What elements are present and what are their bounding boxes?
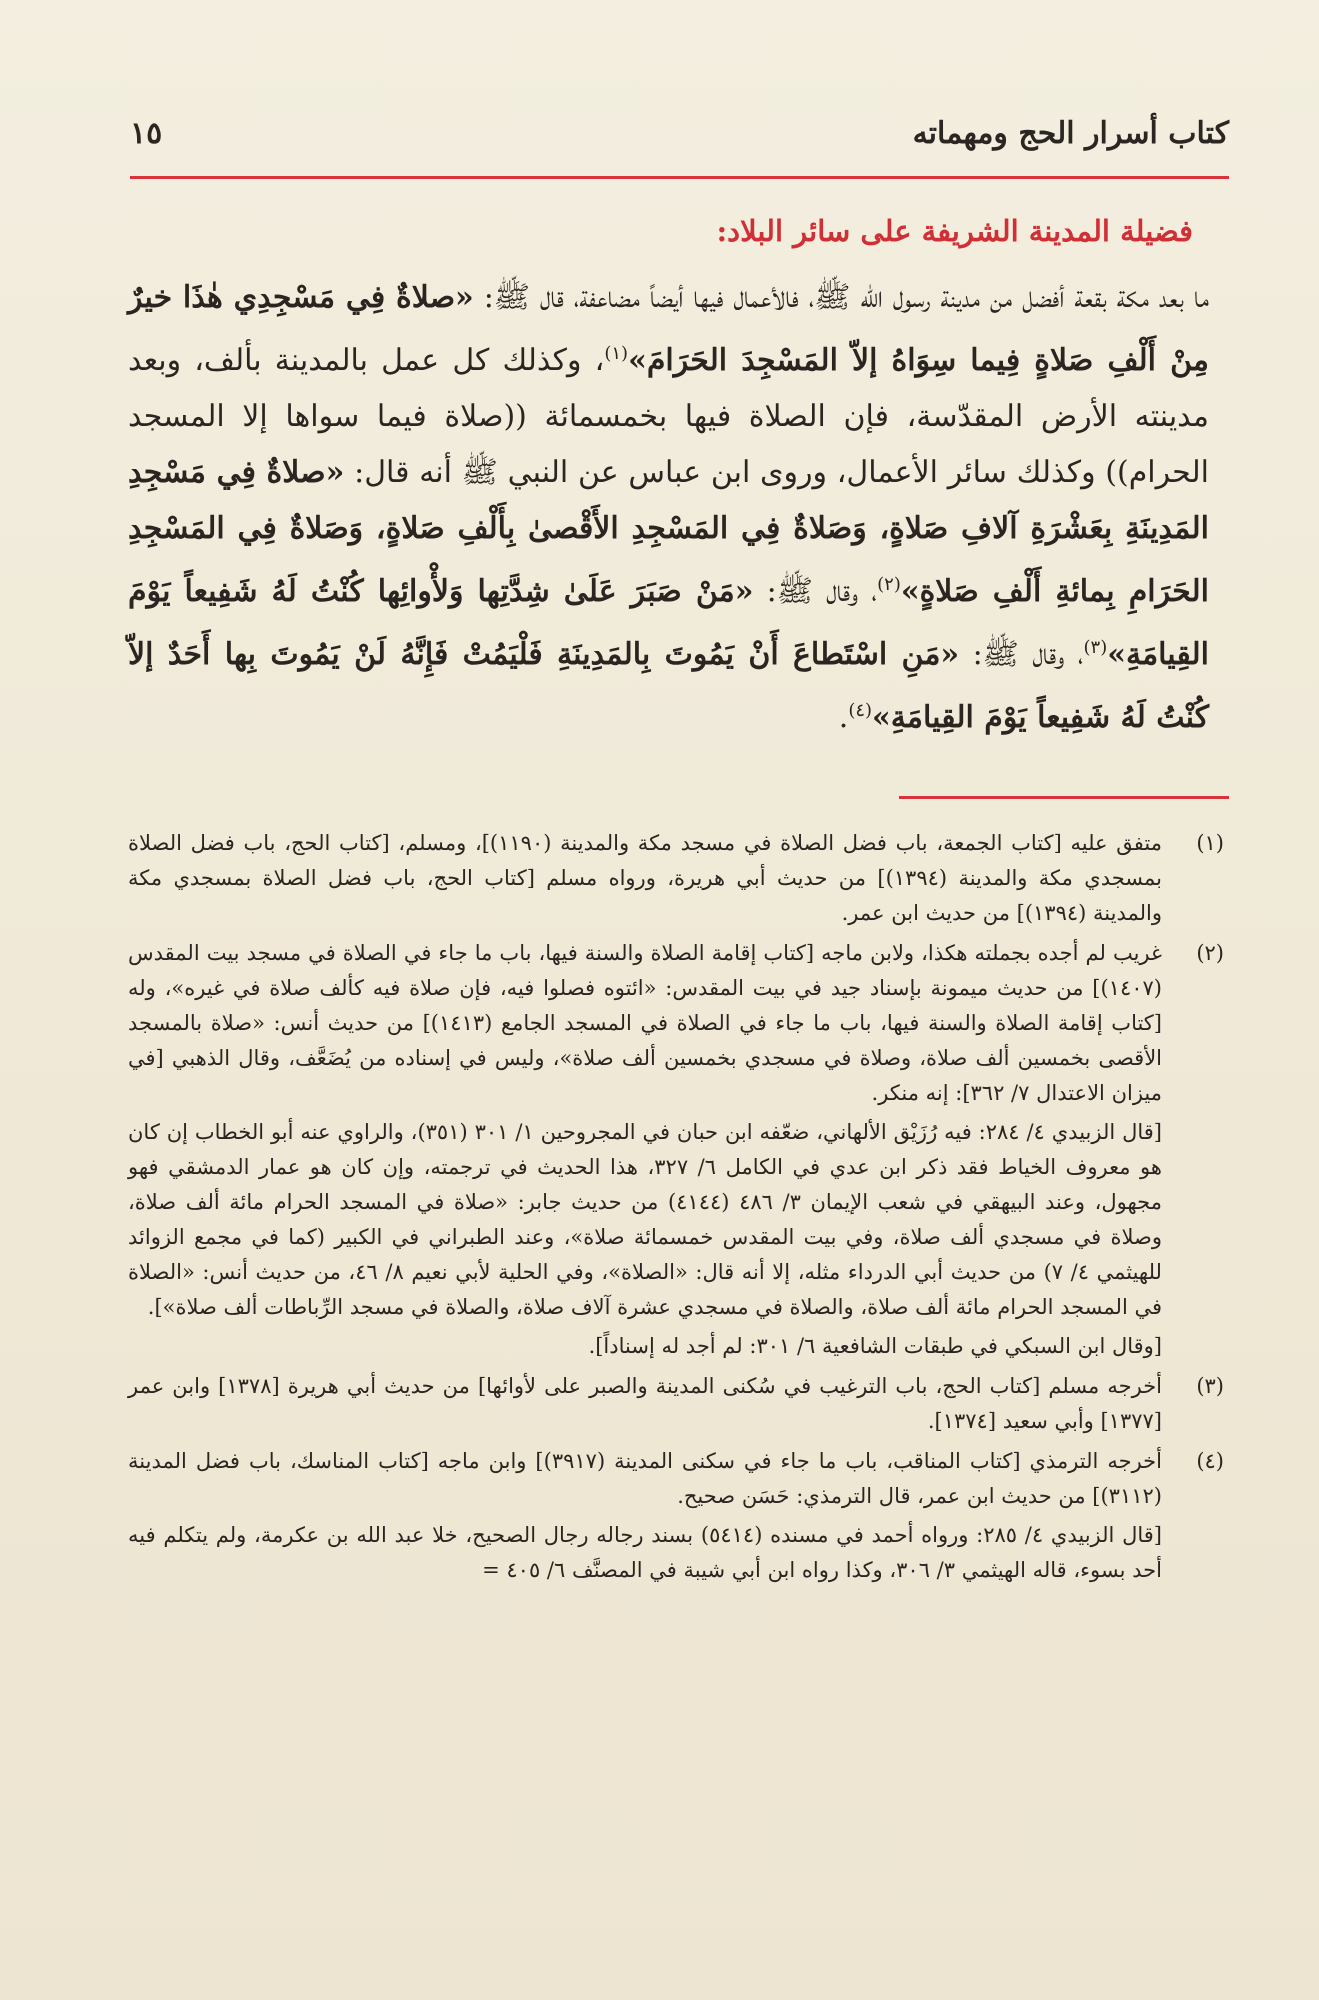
footnote-number: (١) (1196, 831, 1224, 855)
section-heading: فضيلة المدينة الشريفة على سائر البلاد: (716, 214, 1193, 248)
footnote-ref: (٣) (1083, 637, 1108, 658)
page-number: ١٥ (130, 116, 163, 151)
header-divider (130, 176, 1229, 179)
footnote-text: أخرجه مسلم [كتاب الحج، باب الترغيب في سُكنى المدينة والصبر على لأوائها] من حديث أبي هريرة [١٣٧٨] وابن عمر [١٣٧٧] وأبي سعيد [١٣٧٤]. (128, 1374, 1163, 1433)
footnote-commentary: [قال الزبيدي ٤/ ٢٨٤: فيه رُزَيْق الألهاني، ضعّفه ابن حبان في المجروحين ١/ ٣٠١ (٣٥١)، والراوي عنه أبو الخطاب إن كان هو معروف الخياط فقد ذكر ابن عدي في الكامل ٦/ ٣٢٧، هذا الحديث في ترجمته، وإن كان هو عمار الدمشقي فهو مجهول، وعند البيهقي في شعب الإيمان ٣/ ٤٨٦ (٤١٤٤) من حديث جابر: «صلاة في المسجد الحرام مائة ألف صلاة، وصلاة في مسجدي ألف صلاة، وفي بيت المقدس خمسمائة صلاة»، وعند الطبراني في الكبير (كما في مجمع الزوائد للهيثمي ٤/ ٧) من حديث أبي الدرداء مثله، إلا أنه قال: «الصلاة»، وفي الحلية لأبي نعيم ٨/ ٤٦، من حديث أنس: «الصلاة في المسجد الحرام مائة ألف صلاة، والصلاة في مسجدي عشرة آلاف صلاة، والصلاة في مسجد الرِّباطات ألف صلاة»]. (128, 1120, 1162, 1319)
body-segment: ، وقال ﷺ: (959, 637, 1084, 672)
footnote-number: (٤) (1196, 1449, 1224, 1473)
footnote-1 (128, 826, 1224, 931)
footnote-commentary: [وقال ابن السبكي في طبقات الشافعية ٦/ ٣٠١: لم أجد له إسناداً]. (588, 1334, 1162, 1358)
main-text (128, 270, 1209, 746)
footnote-ref: (١) (604, 343, 629, 364)
body-segment: . (838, 700, 849, 735)
footnote-number: (٢) (1196, 941, 1224, 965)
footnote-3 (128, 1369, 1224, 1439)
footnote-divider (899, 796, 1229, 799)
hadith-quote: «صلاةٌ فِي مَسْجِدِ المَدِينَةِ بِعَشْرَةِ آلافِ صَلاةٍ، وَصَلاةٌ فِي المَسْجِدِ الأَقْصىٰ بِأَلْفِ صَلاةٍ، وَصَلاةٌ فِي المَسْجِدِ الحَرَامِ بِمائةِ أَلْفِ صَلاةٍ» (128, 455, 1209, 609)
body-segment: ما بعد مكة بقعة أفضل من مدينة رسول الله ﷺ، فالأعمال فيها أيضاً مضاعفة، قال ﷺ: (473, 280, 1209, 315)
footnote-2 (128, 936, 1224, 1364)
footnote-commentary: [قال الزبيدي ٤/ ٢٨٥: ورواه أحمد في مسنده (٥٤١٤) بسند رجاله رجال الصحيح، خلا عبد الله بن عكرمة، ولم يتكلم فيه أحد بسوء، قاله الهيثمي ٣/ ٣٠٦، وكذا رواه ابن أبي شيبة في المصنَّف ٦/ ٤٠٥ = (128, 1523, 1162, 1582)
book-title: كتاب أسرار الحج ومهماته (912, 116, 1229, 151)
main-paragraph (128, 270, 1209, 746)
hadith-quote: «مَنِ اسْتَطاعَ أَنْ يَمُوتَ بِالمَدِينَةِ فَلْيَمُتْ فَإِنَّهُ لَنْ يَمُوتَ بِها أَحَدٌ إلاّ كُنْتُ لَهُ شَفِيعاً يَوْمَ القِيامَةِ» (128, 637, 1209, 735)
footnote-text: متفق عليه [كتاب الجمعة، باب فضل الصلاة في مسجد مكة والمدينة (١١٩٠)]، ومسلم، [كتاب الحج، باب فضل الصلاة بمسجدي مكة والمدينة (١٣٩٤)] من حديث أبي هريرة، ورواه مسلم [كتاب الحج، باب فضل الصلاة بمسجدي مكة والمدينة (١٣٩٤)] من حديث ابن عمر. (128, 831, 1162, 925)
body-segment: ، وقال ﷺ: (753, 574, 878, 609)
footnote-text: أخرجه الترمذي [كتاب المناقب، باب ما جاء في سكنى المدينة (٣٩١٧)] وابن ماجه [كتاب المناسك، باب فضل المدينة (٣١١٢)] من حديث ابن عمر، قال الترمذي: حَسَن صحيح. (128, 1449, 1162, 1508)
footnote-text: غريب لم أجده بجملته هكذا، ولابن ماجه [كتاب إقامة الصلاة والسنة فيها، باب ما جاء في الصلاة في مسجد بيت المقدس (١٤٠٧)] من حديث ميمونة بإسناد جيد في بيت المقدس: «ائتوه فصلوا فيه، فإن صلاة فيه كألف صلاة في غيره»، وله [كتاب إقامة الصلاة والسنة فيها، باب ما جاء في الصلاة في المسجد الجامع (١٤١٣)] من حديث أنس: «صلاة بالمسجد الأقصى بخمسين ألف صلاة، وصلاة في مسجدي بخمسين ألف صلاة»، وليس في إسناده من يُضَعَّف، وقال الذهبي [في ميزان الاعتدال ٧/ ٣٦٢]: إنه منكر. (128, 941, 1162, 1105)
footnote-ref: (٤) (848, 700, 873, 721)
footnote-ref: (٢) (877, 574, 901, 595)
running-head (130, 116, 1229, 166)
footnote-number: (٣) (1196, 1374, 1224, 1398)
footnotes (128, 826, 1224, 1593)
hadith-quote: «مَنْ صَبَرَ عَلَىٰ شِدَّتِها وَلأْوائِها كُنْتُ لَهُ شَفِيعاً يَوْمَ القِيامَةِ» (128, 574, 1209, 672)
hadith-quote: «صلاةٌ فِي مَسْجِدِي هٰذَا خيرٌ مِنْ أَلْفِ صَلاةٍ فِيما سِوَاهُ إلاّ المَسْجِدَ الحَرَامَ» (128, 280, 1209, 378)
body-segment: ، وكذلك كل عمل بالمدينة بألف، وبعد مدينته الأرض المقدّسة، فإن الصلاة فيها بخمسمائة ((صلاة فيما سواها إلا المسجد الحرام)) وكذلك سائر الأعمال، وروى ابن عباس عن النبي ﷺ أنه قال: (128, 343, 1209, 490)
footnote-4 (128, 1444, 1224, 1588)
